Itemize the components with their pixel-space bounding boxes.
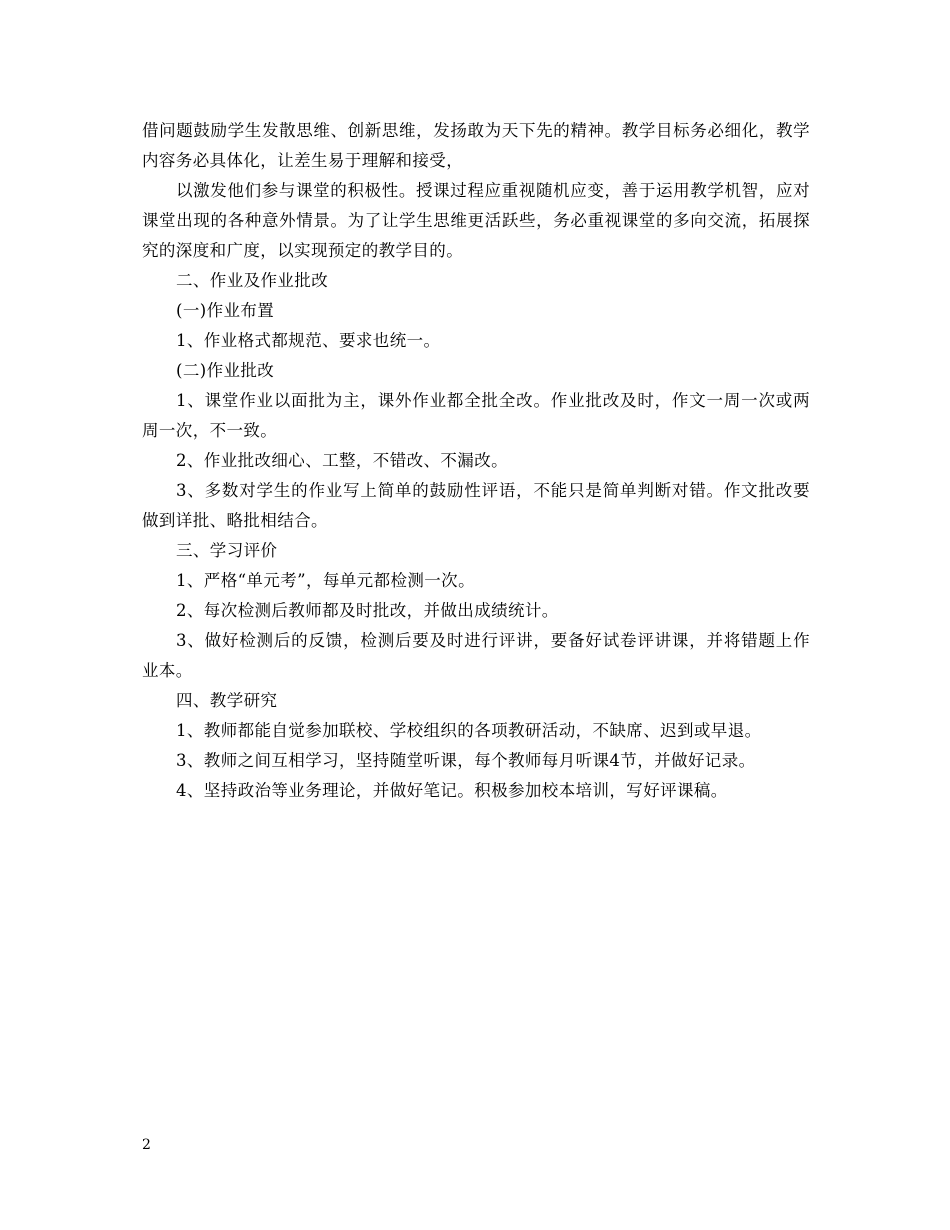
list-item: 3、做好检测后的反馈，检测后要及时进行评讲，要备好试卷评讲课，并将错题上作业本。 (142, 631, 810, 680)
list-item: 2、作业批改细心、工整，不错改、不漏改。 (176, 451, 508, 470)
subsection-heading: (一)作业布置 (176, 301, 275, 320)
page-number: 2 (142, 1137, 151, 1153)
section-heading: 二、作业及作业批改 (176, 271, 329, 290)
list-item: 2、每次检测后教师都及时批改，并做出成绩统计。 (176, 601, 559, 620)
list-item: 3、多数对学生的作业写上简单的鼓励性评语，不能只是简单判断对错。作文批改要做到详批、略批相结合。 (142, 481, 810, 530)
paragraph: 借问题鼓励学生发散思维、创新思维，发扬敢为天下先的精神。教学目标务必细化，教学内容务必具体化，让差生易于理解和接受， (142, 121, 810, 170)
list-item: 1、课堂作业以面批为主，课外作业都全批全改。作业批改及时，作文一周一次或两周一次，不一致。 (142, 391, 810, 440)
list-item: 3、教师之间互相学习，坚持随堂听课，每个教师每月听课4节，并做好记录。 (176, 751, 756, 770)
paragraph: 以激发他们参与课堂的积极性。授课过程应重视随机应变，善于运用教学机智，应对课堂出现的各种意外情景。为了让学生思维更活跃些，务必重视课堂的多向交流，拓展探究的深度和广度，以实现预定的教学目的。 (142, 181, 810, 260)
section-heading: 三、学习评价 (176, 541, 278, 560)
section-heading: 四、教学研究 (176, 691, 278, 710)
list-item: 1、教师都能自觉参加联校、学校组织的各项教研活动，不缺席、迟到或早退。 (176, 721, 762, 740)
list-item: 1、严格“单元考”，每单元都检测一次。 (176, 571, 475, 590)
list-item: 4、坚持政治等业务理论，并做好笔记。积极参加校本培训，写好评课稿。 (176, 781, 728, 800)
subsection-heading: (二)作业批改 (176, 361, 275, 380)
document-body (142, 116, 810, 806)
list-item: 1、作业格式都规范、要求也统一。 (176, 331, 441, 350)
